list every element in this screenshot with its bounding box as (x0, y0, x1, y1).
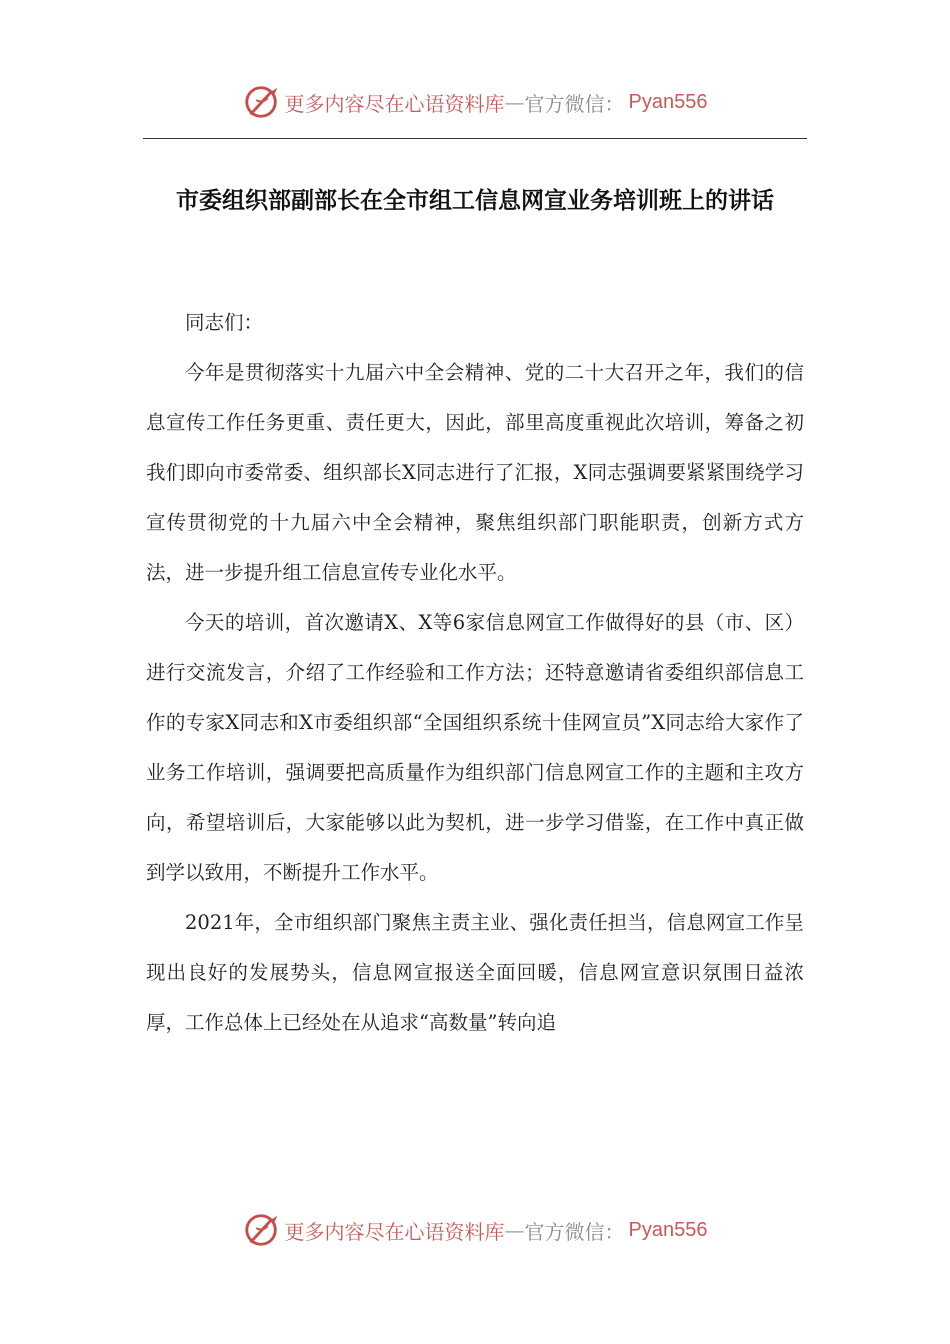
banner-separator: — (504, 90, 525, 114)
banner-brand: 更多内容尽在心语资料库 (284, 1219, 505, 1244)
banner-brand: 更多内容尽在心语资料库 (284, 91, 505, 116)
banner-separator: — (504, 1218, 525, 1242)
banner-handle-label: 官方微信： (524, 1219, 625, 1244)
banner-handle: Pyan556 (628, 1218, 708, 1241)
header-banner (0, 80, 950, 124)
quill-logo-icon (243, 83, 281, 121)
paragraph: 今天的培训，首次邀请X、X等6家信息网宣工作做得好的县（市、区）进行交流发言，介绍了工作经验和工作方法；还特意邀请省委组织部信息工作的专家X同志和X市委组织部“全国组织系统十佳网宣员”X同志给大家作了业务工作培训，强调要把高质量作为组织部门信息网宣工作的主题和主攻方向，希望培训后，大家能够以此为契机，进一步学习借鉴，在工作中真正做到学以致用，不断提升工作水平。 (146, 611, 804, 884)
footer-banner (0, 1208, 950, 1252)
document-title: 市委组织部副部长在全市组工信息网宣业务培训班上的讲话 (176, 188, 774, 214)
document-body (146, 298, 804, 1048)
salutation: 同志们： (185, 311, 264, 334)
header-divider (143, 138, 807, 139)
quill-logo-icon (243, 1211, 281, 1249)
banner-handle-label: 官方微信： (524, 91, 625, 116)
paragraph: 今年是贯彻落实十九届六中全会精神、党的二十大召开之年，我们的信息宣传工作任务更重、责任更大，因此，部里高度重视此次培训，筹备之初我们即向市委常委、组织部长X同志进行了汇报，X同志强调要紧紧围绕学习宣传贯彻党的十九届六中全会精神，聚焦组织部门职能职责，创新方式方法，进一步提升组工信息宣传专业化水平。 (146, 361, 804, 584)
paragraph: 2021年，全市组织部门聚焦主责主业、强化责任担当，信息网宣工作呈现出良好的发展势头，信息网宣报送全面回暖，信息网宣意识氛围日益浓厚，工作总体上已经处在从追求“高数量”转向追 (146, 911, 804, 1034)
banner-handle: Pyan556 (628, 90, 708, 113)
